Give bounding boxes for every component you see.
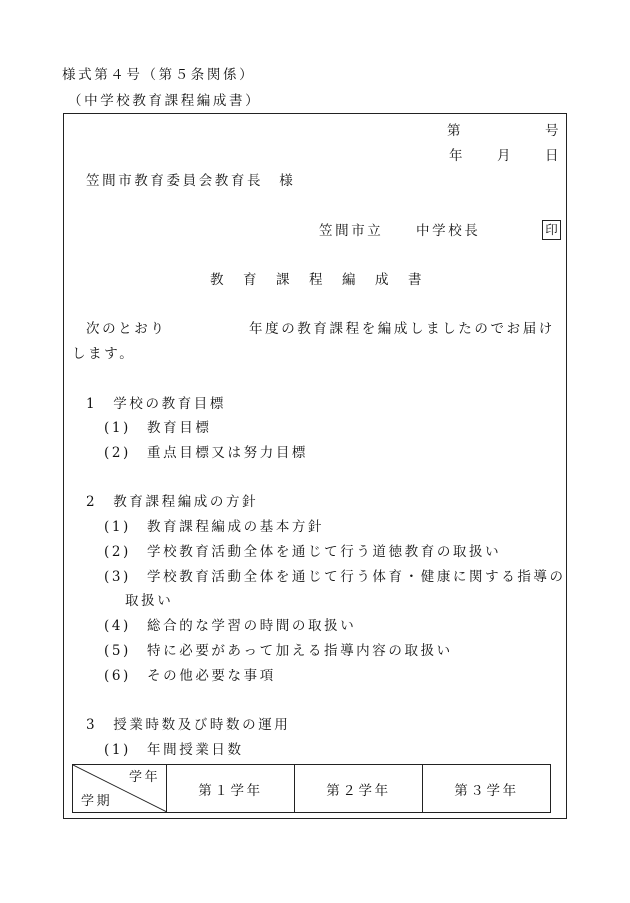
section2-heading: 2 教育課程編成の方針 — [86, 494, 259, 510]
section2-item6: (6) その他必要な事項 — [104, 668, 276, 684]
addressee: 笠間市教育委員会教育長 様 — [86, 173, 296, 189]
sender-city: 笠間市立 — [319, 223, 384, 239]
school-days-table — [72, 764, 551, 813]
corner-term-label: 学期 — [81, 794, 113, 809]
form-number: 様式第４号（第５条関係） — [62, 67, 256, 83]
date-day: 日 — [545, 148, 562, 164]
corner-grade-label: 学年 — [129, 770, 161, 785]
number-label-left: 第 — [447, 123, 464, 139]
seal-box: 印 — [542, 220, 561, 240]
col-header-grade2: 第２学年 — [326, 782, 391, 799]
col-header-grade1: 第１学年 — [198, 782, 263, 799]
section2-item5: (5) 特に必要があって加える指導内容の取扱い — [104, 643, 453, 659]
col-header-grade3: 第３学年 — [454, 782, 519, 799]
document-frame — [63, 113, 567, 819]
body-line1-a: 次のとおり — [86, 321, 167, 337]
section2-item4: (4) 総合的な学習の時間の取扱い — [104, 618, 357, 634]
section2-item2: (2) 学校教育活動全体を通じて行う道徳教育の取扱い — [104, 544, 502, 560]
date-month: 月 — [497, 148, 514, 164]
section1-item1: (1) 教育目標 — [104, 420, 212, 436]
form-type: （中学校教育課程編成書） — [68, 93, 262, 109]
section1-item2: (2) 重点目標又は努力目標 — [104, 445, 309, 461]
date-year: 年 — [449, 148, 466, 164]
sender-title: 中学校長 — [416, 223, 481, 239]
body-line2: します。 — [72, 346, 136, 362]
section1-heading: 1 学校の教育目標 — [86, 396, 226, 412]
section2-item3-cont: 取扱い — [125, 593, 174, 609]
section3-item1: (1) 年間授業日数 — [104, 742, 244, 758]
section2-item3: (3) 学校教育活動全体を通じて行う体育・健康に関する指導の — [104, 569, 566, 585]
section3-heading: 3 授業時数及び時数の運用 — [86, 717, 291, 733]
section2-item1: (1) 教育課程編成の基本方針 — [104, 519, 325, 535]
number-label-right: 号 — [545, 123, 562, 139]
document-title: 教 育 課 程 編 成 書 — [210, 272, 425, 288]
body-line1-b: 年度の教育課程を編成しましたのでお届け — [249, 321, 555, 337]
